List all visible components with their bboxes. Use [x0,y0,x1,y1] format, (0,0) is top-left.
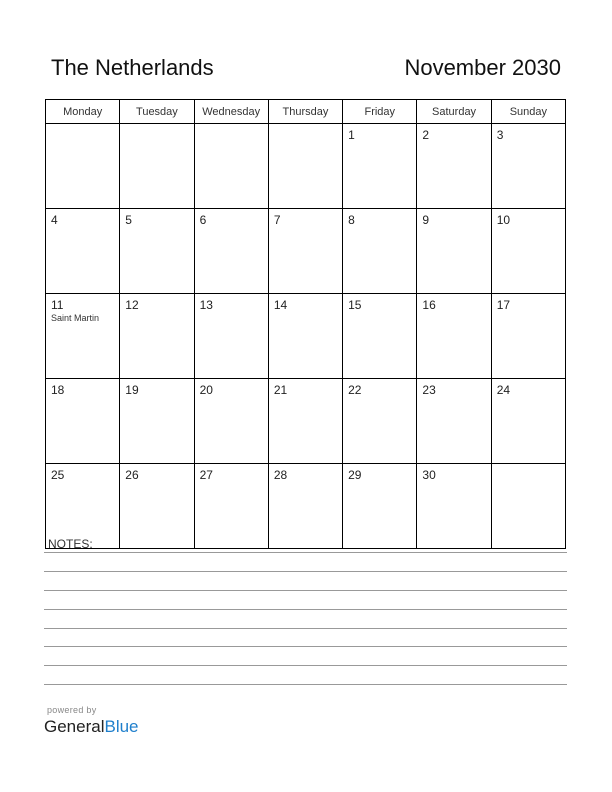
day-number: 15 [348,298,362,312]
notes-line [44,590,567,591]
day-cell [120,294,194,379]
day-number: 11 [51,298,64,312]
day-number: 23 [422,383,436,397]
day-cell [491,209,565,294]
notes-line [44,552,567,553]
weekday-header: Thursday [268,100,342,124]
day-cell [343,464,417,549]
day-number: 21 [273,383,288,397]
day-number: 5 [125,213,132,227]
day-cell [268,124,342,209]
notes-line [44,665,567,666]
day-number: 2 [422,128,430,142]
day-number: 6 [199,213,207,227]
day-number: 13 [199,298,213,312]
weekday-header: Wednesday [194,100,268,124]
day-cell [417,464,491,549]
day-cell [194,124,268,209]
notes-line [44,646,567,647]
day-cell [194,209,268,294]
day-number: 26 [125,468,139,482]
day-cell [343,209,417,294]
day-cell [343,379,417,464]
day-number: 4 [51,213,58,227]
day-number: 8 [348,213,355,227]
weekday-header: Friday [343,100,417,124]
day-number: 24 [496,383,511,397]
day-cell [491,124,565,209]
day-cell [491,464,565,549]
day-cell [46,294,120,379]
day-cell [343,124,417,209]
day-number: 29 [348,468,362,482]
day-cell [194,294,268,379]
day-number: 27 [199,468,213,482]
day-cell [417,209,491,294]
day-number: 12 [125,298,139,312]
brand-part1: General [44,717,105,736]
day-number: 14 [273,298,288,312]
holiday-label: Saint Martin [51,313,100,323]
day-cell [491,379,565,464]
weekday-header: Tuesday [120,100,194,124]
day-cell [268,209,342,294]
weekday-header: Sunday [491,100,565,124]
day-number: 3 [496,128,504,142]
day-cell [417,379,491,464]
day-cell [120,464,194,549]
day-cell [46,464,120,549]
day-cell [194,379,268,464]
week-row [46,379,566,464]
day-cell [343,294,417,379]
day-number: 28 [273,468,288,482]
day-number: 16 [422,298,436,312]
day-cell [46,379,120,464]
day-number: 7 [273,213,281,227]
day-number: 30 [422,468,436,482]
notes-line [44,571,567,572]
day-cell [120,209,194,294]
notes-label: NOTES: [48,537,93,551]
week-row [46,464,566,549]
day-cell [417,294,491,379]
powered-by-text: powered by [47,705,97,715]
weekday-header-row [46,100,566,124]
day-cell [46,124,120,209]
brand-part2: Blue [104,717,139,736]
calendar-body [46,124,566,549]
day-number: 9 [422,213,430,227]
day-cell [268,464,342,549]
week-row [46,294,566,379]
day-number: 19 [125,383,139,397]
weekday-header: Saturday [417,100,491,124]
day-number: 1 [348,128,355,142]
day-cell [491,294,565,379]
notes-line [44,628,567,629]
day-number: 20 [199,383,213,397]
week-row [46,124,566,209]
day-number: 17 [496,298,511,312]
day-cell [120,379,194,464]
day-number: 22 [348,383,362,397]
day-cell [417,124,491,209]
month-year-title: November 2030 [404,55,561,80]
day-number: 25 [51,468,65,482]
generalblue-logo [44,717,139,737]
day-cell [268,294,342,379]
notes-line [44,684,567,685]
day-cell [46,209,120,294]
weekday-header: Monday [46,100,120,124]
calendar-grid [45,99,566,549]
country-title: The Netherlands [51,55,214,80]
notes-line [44,609,567,610]
week-row [46,209,566,294]
day-number: 10 [496,213,511,227]
day-cell [268,379,342,464]
day-cell [194,464,268,549]
day-cell [120,124,194,209]
day-number: 18 [51,383,65,397]
